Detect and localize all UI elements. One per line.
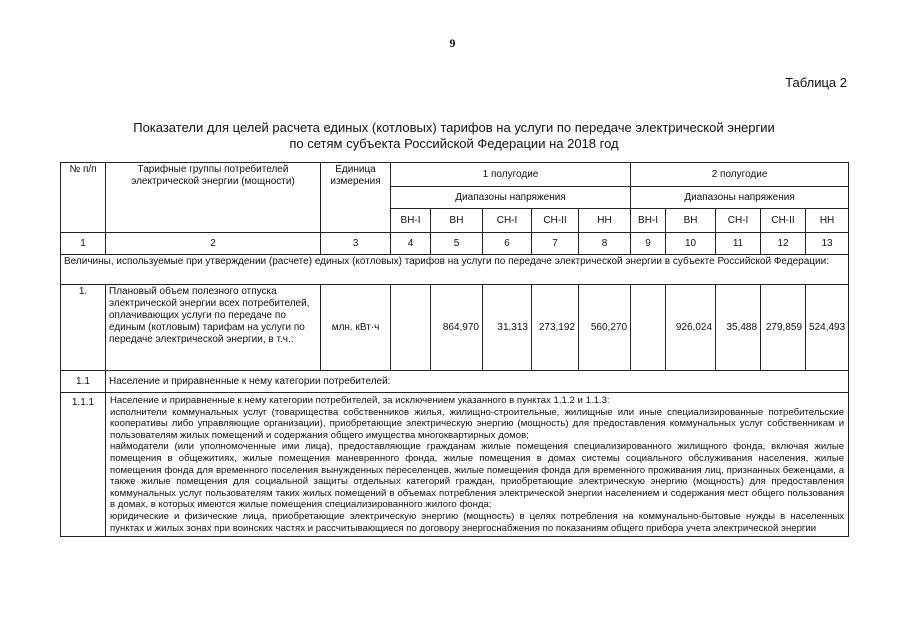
- voltage-h2: ВН: [666, 209, 716, 233]
- row-1-1-1-paragraph: исполнители коммунальных услуг (товарищества собственников жилья, жилищно-строительные, жилищные или иные специализированные потребительские кооперативы либо управляющие организации), приобретающие электрическую энергию (мощность) для предоставления коммунальных услуг собственникам и пользователям жилых помещений и содержания общего имущества многоквартирных домов;: [110, 406, 845, 441]
- voltage-h2: СН-I: [716, 209, 761, 233]
- header-half1: 1 полугодие: [391, 163, 631, 187]
- row-1-num: 1.: [61, 285, 106, 371]
- col-number: 2: [106, 233, 321, 255]
- page-number: 9: [449, 36, 456, 50]
- voltage-h1: СН-I: [483, 209, 532, 233]
- col-number: 3: [321, 233, 391, 255]
- row-1-1-1-num: 1.1.1: [61, 393, 106, 537]
- col-number: 10: [666, 233, 716, 255]
- col-number: 6: [483, 233, 532, 255]
- row-1-unit: млн. кВт·ч: [321, 285, 391, 371]
- row-1-value: 273,192: [532, 285, 579, 371]
- col-number: 13: [806, 233, 849, 255]
- voltage-h1: СН-II: [532, 209, 579, 233]
- row-1-value: 279,859: [761, 285, 806, 371]
- col-number: 4: [391, 233, 431, 255]
- voltage-h2: НН: [806, 209, 849, 233]
- section-row: Величины, используемые при утверждении (расчете) единых (котловых) тарифов на услуги по передаче электрической энергии в субъекте Российской Федерации:: [61, 255, 849, 285]
- page-title: [60, 120, 848, 152]
- row-1-value: 35,488: [716, 285, 761, 371]
- tariff-table: [60, 162, 849, 537]
- row-1-1-text: Население и приравненные к нему категории потребителей:: [106, 371, 849, 393]
- row-1-1-num: 1.1: [61, 371, 106, 393]
- col-number: 8: [579, 233, 631, 255]
- row-1-1-1-paragraph: Население и приравненные к нему категории потребителей, за исключением указанного в пунктах 1.1.2 и 1.1.3:: [110, 395, 610, 406]
- row-1-value: [391, 285, 431, 371]
- col-number: 7: [532, 233, 579, 255]
- row-1-name: Плановый объем полезного отпуска электрической энергии всех потребителей, оплачивающих услуги по передаче по единым (котловым) тарифам на услуги по передаче электрической энергии, в т.ч.:: [106, 285, 321, 371]
- row-1-value: [631, 285, 666, 371]
- header-ranges-2: Диапазоны напряжения: [631, 187, 849, 209]
- header-half2: 2 полугодие: [631, 163, 849, 187]
- header-group: Тарифные группы потребителей электрической энергии (мощности): [106, 163, 321, 233]
- title-line-2: по сетям субъекта Российской Федерации на 2018 год: [289, 136, 619, 151]
- voltage-h1: НН: [579, 209, 631, 233]
- header-num: № п/п: [61, 163, 106, 233]
- col-number: 1: [61, 233, 106, 255]
- title-line-1: Показатели для целей расчета единых (котловых) тарифов на услуги по передаче электрической энергии: [133, 120, 775, 135]
- voltage-h1: ВН-I: [391, 209, 431, 233]
- header-ranges-1: Диапазоны напряжения: [391, 187, 631, 209]
- col-number: 12: [761, 233, 806, 255]
- voltage-h1: ВН: [431, 209, 483, 233]
- header-unit: Единица измерения: [321, 163, 391, 233]
- row-1-value: 926,024: [666, 285, 716, 371]
- row-1-value: 524,493: [806, 285, 849, 371]
- table-label: Таблица 2: [785, 75, 847, 90]
- row-1-value: 560,270: [579, 285, 631, 371]
- row-1-value: 864,970: [431, 285, 483, 371]
- row-1-value: 31,313: [483, 285, 532, 371]
- row-1-1-1-text: [106, 393, 849, 537]
- col-number: 9: [631, 233, 666, 255]
- voltage-h2: СН-II: [761, 209, 806, 233]
- col-number: 11: [716, 233, 761, 255]
- col-number: 5: [431, 233, 483, 255]
- voltage-h2: ВН-I: [631, 209, 666, 233]
- row-1-1-1-paragraph: юридические и физические лица, приобретающие электрическую энергию (мощность) в целях потребления на коммунально-бытовые нужды в населенных пунктах и жилых зонах при воинских частях и рассчитывающиеся по договору энергоснабжения по показаниям общего прибора учета электрической энергии: [110, 510, 845, 534]
- row-1-1-1-paragraph: наймодатели (или уполномоченные ими лица), предоставляющие гражданам жилые помещения специализированного жилищного фонда, включая жилые помещения в общежитиях, жилые помещения маневренного фонда, жилые помещения в домах системы социального обслуживания населения, жилые помещения фонда для временного поселения вынужденных переселенцев, жилые помещения фонда для временного проживания лиц, признанных беженцами, а также жилые помещения для социальной защиты отдельных категорий граждан, приобретающие электрическую энергию (мощность) для предоставления коммунальных услуг пользователям таких жилых помещений в объемах потребления электрической энергии населением и содержания мест общего пользования в домах, в которых имеются жилые помещения специализированного жилого фонда;: [110, 441, 845, 511]
